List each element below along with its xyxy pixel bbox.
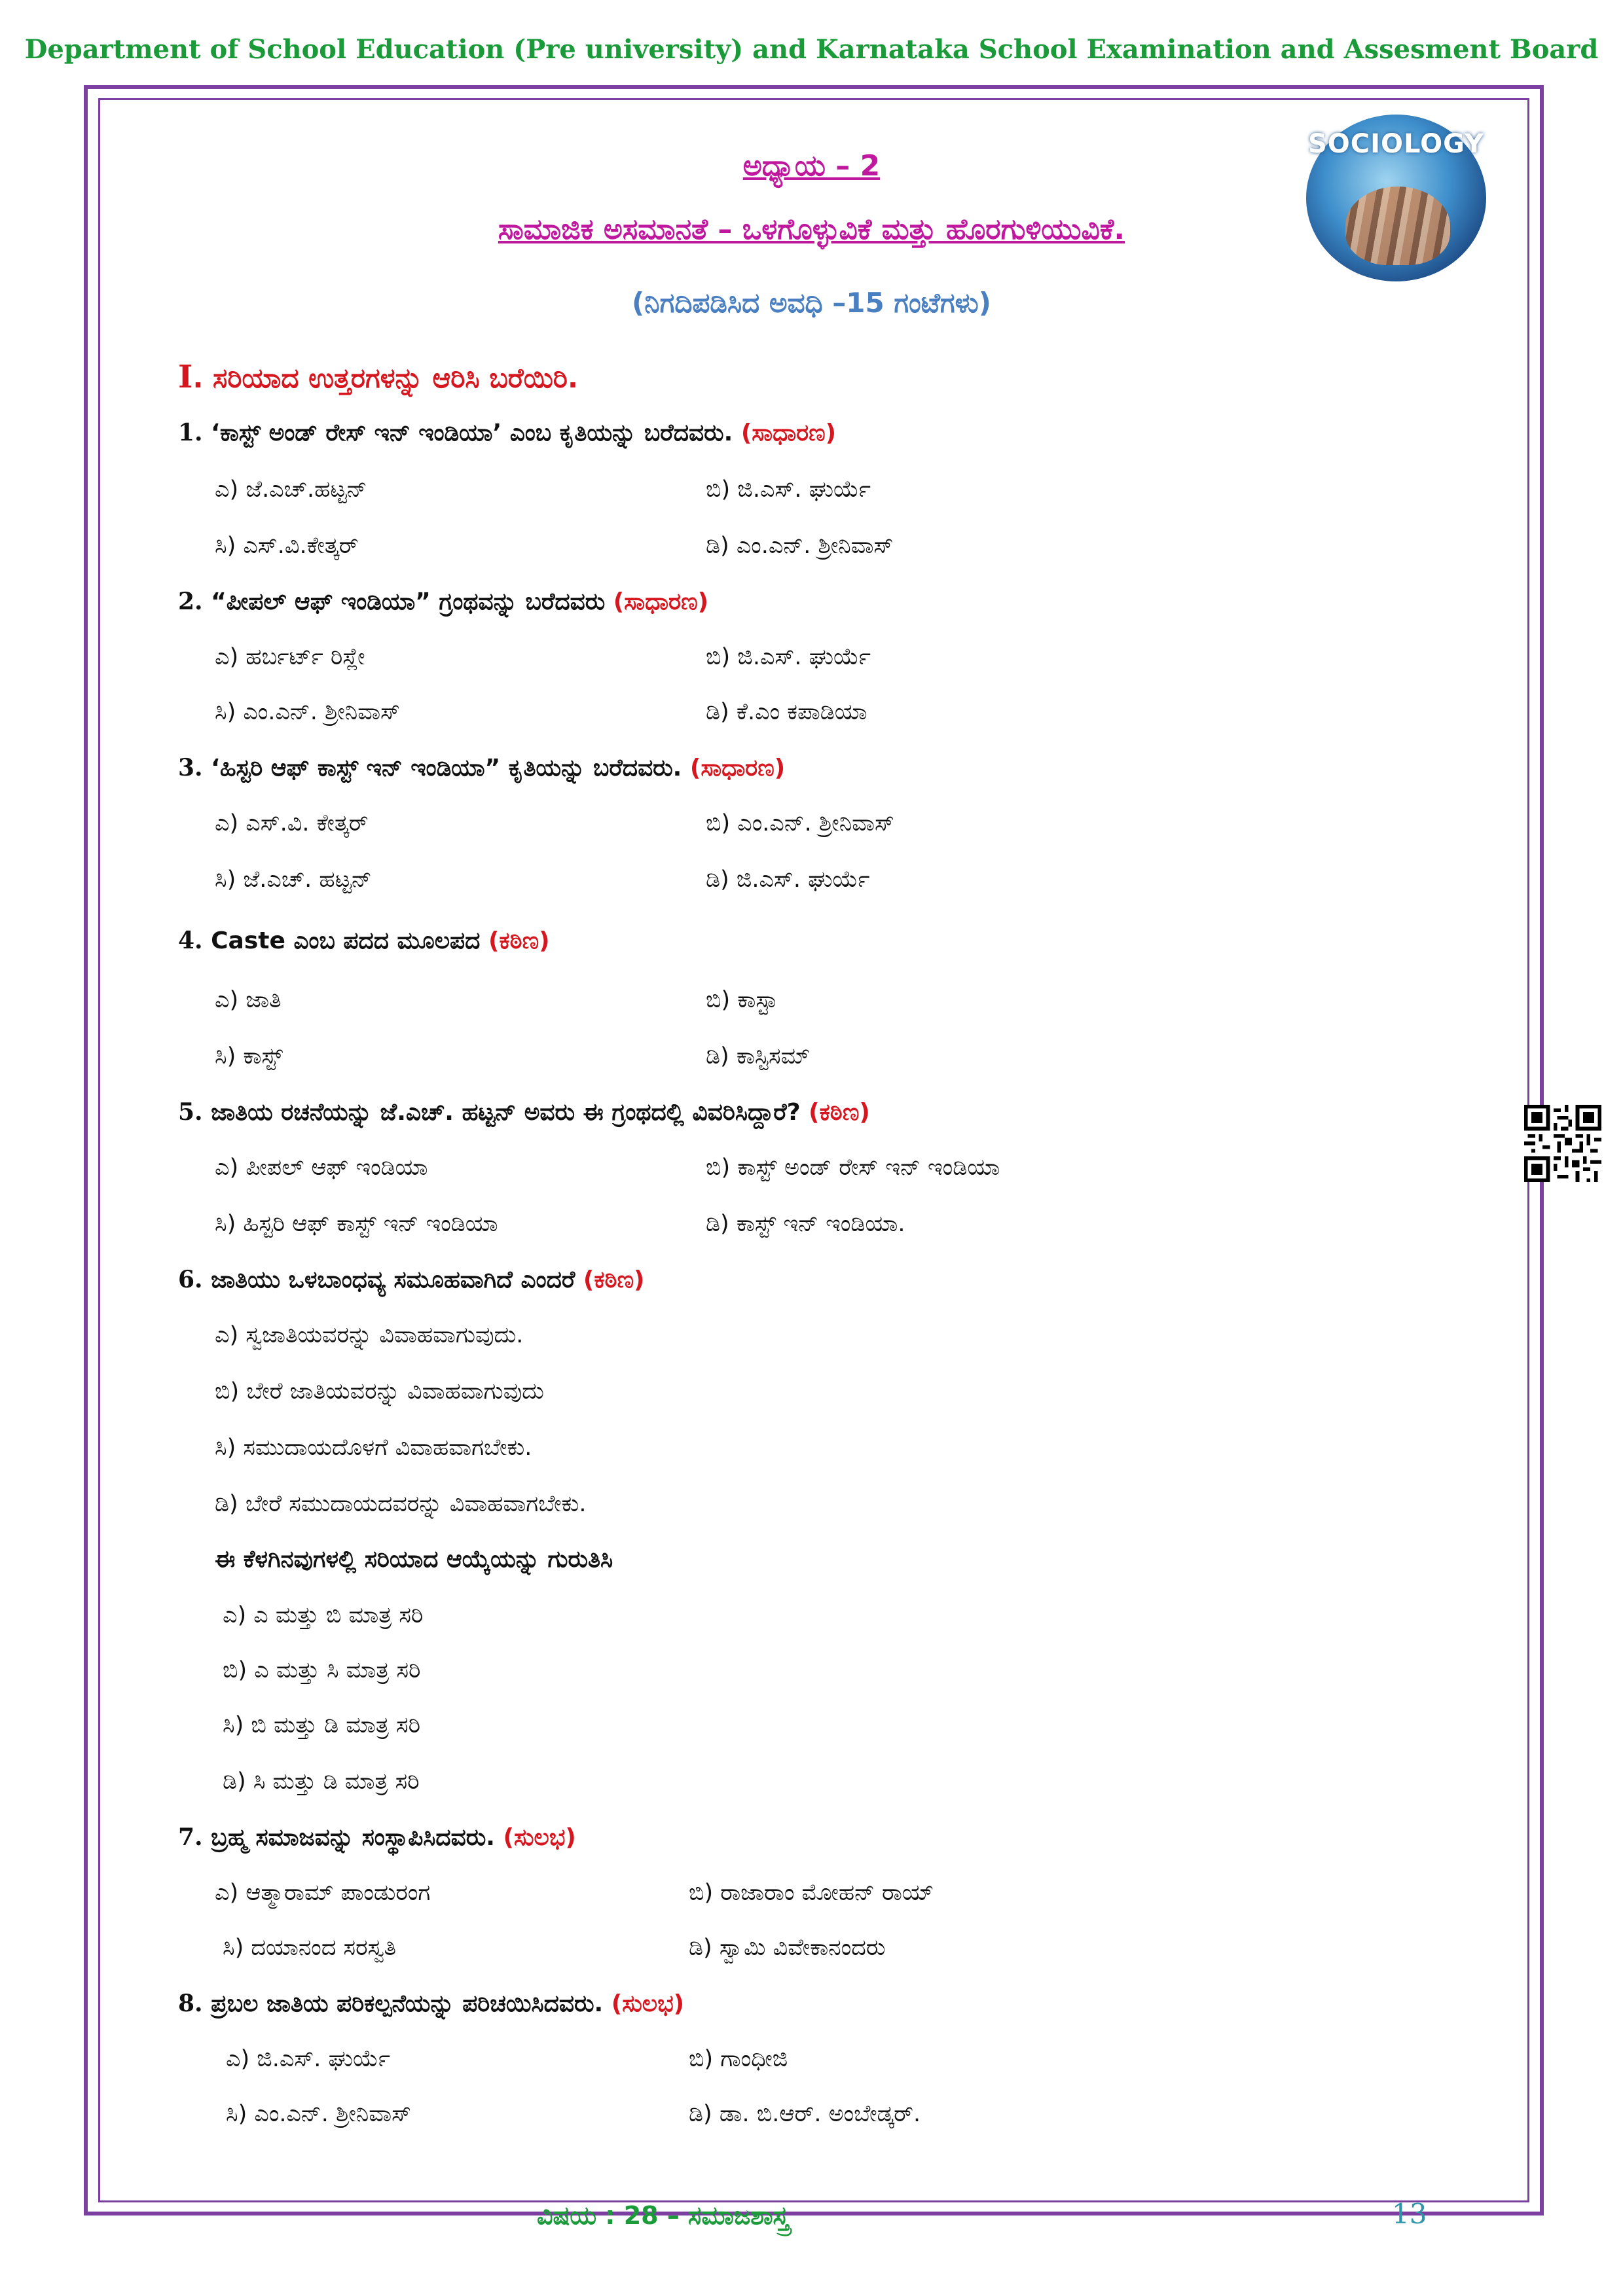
- question-7: [178, 1823, 576, 1852]
- option-c: ಸಿ) ಎಂ.ಎನ್. ಶ್ರೀನಿವಾಸ್: [226, 2101, 411, 2127]
- board-header: Department of School Education (Pre university) and Karnataka School Examination and Assesment Board: [24, 34, 1599, 65]
- question-4: [178, 927, 550, 955]
- question-3: [178, 754, 785, 782]
- difficulty-tag: (ಕಠಿಣ): [583, 1266, 645, 1293]
- question-number: 8.: [178, 1990, 203, 2017]
- option-d: ಡಿ) ಕೆ.ಎಂ ಕಪಾಡಿಯಾ: [706, 699, 867, 725]
- option-d: ಡಿ) ಕಾಸ್ಟ್ ಇನ್ ಇಂಡಿಯಾ.: [706, 1211, 905, 1237]
- choose-instruction: ಈ ಕೆಳಗಿನವುಗಳಲ್ಲಿ ಸರಿಯಾದ ಆಯ್ಕೆಯನ್ನು ಗುರುತಿಸಿ: [215, 1546, 613, 1573]
- option-c: ಸಿ) ಎಂ.ಎನ್. ಶ್ರೀನಿವಾಸ್: [215, 699, 400, 725]
- statement-c: ಸಿ) ಸಮುದಾಯದೊಳಗೆ ವಿವಾಹವಾಗಬೇಕು.: [215, 1435, 532, 1461]
- choice-d: ಡಿ) ಸಿ ಮತ್ತು ಡಿ ಮಾತ್ರ ಸರಿ: [223, 1768, 420, 1795]
- question-text: ‘ಹಿಸ್ಟರಿ ಆಫ್ ಕಾಸ್ಟ್ ಇನ್ ಇಂಡಿಯಾ” ಕೃತಿಯನ್ನು ಬರೆದವರು.: [211, 755, 682, 781]
- option-b: ಬಿ) ಜಿ.ಎಸ್. ಘುರ್ಯೆ: [706, 644, 871, 670]
- question-8: [178, 1990, 684, 2018]
- question-number: 2.: [178, 588, 203, 615]
- difficulty-tag: (ಕಠಿಣ): [488, 927, 550, 954]
- choice-b: ಬಿ) ಎ ಮತ್ತು ಸಿ ಮಾತ್ರ ಸರಿ: [223, 1657, 421, 1683]
- option-a: ಎ) ಎಸ್.ವಿ. ಕೇತ್ಕರ್: [215, 810, 369, 836]
- option-c: ಸಿ) ಕಾಸ್ಟ್: [215, 1043, 283, 1069]
- question-2: [178, 588, 708, 616]
- option-b: ಬಿ) ಕಾಸ್ಟಾ: [706, 987, 778, 1013]
- statement-a: ಎ) ಸ್ವಜಾತಿಯವರನ್ನು ವಿವಾಹವಾಗುವುದು.: [215, 1322, 524, 1348]
- question-6: [178, 1266, 645, 1294]
- question-text: ಜಾತಿಯು ಒಳಬಾಂಧವ್ಯ ಸಮೂಹವಾಗಿದೆ ಎಂದರೆ: [211, 1266, 575, 1293]
- section-instruction: . ಸರಿಯಾದ ಉತ್ತರಗಳನ್ನು ಆರಿಸಿ ಬರೆಯಿರಿ.: [192, 362, 578, 394]
- difficulty-tag: (ಸುಲಭ): [611, 1990, 685, 2017]
- difficulty-tag: (ಕಠಿಣ): [809, 1099, 870, 1126]
- option-b: ಬಿ) ಗಾಂಧೀಜಿ: [689, 2046, 788, 2072]
- logo-text: SOCIOLOGY: [1307, 129, 1485, 159]
- option-a: ಎ) ಹರ್ಬರ್ಟ್ ರಿಸ್ಲೇ: [215, 644, 365, 670]
- difficulty-tag: (ಸಾಧಾರಣ): [689, 755, 786, 781]
- statement-b: ಬಿ) ಬೇರೆ ಜಾತಿಯವರನ್ನು ವಿವಾಹವಾಗುವುದು: [215, 1378, 544, 1405]
- option-d: ಡಿ) ಕಾಸ್ಟಿಸಮ್: [706, 1043, 811, 1069]
- option-a: ಎ) ಪೀಪಲ್ ಆಫ್ ಇಂಡಿಯಾ: [215, 1155, 428, 1181]
- question-number: 6.: [178, 1266, 203, 1293]
- option-b: ಬಿ) ಕಾಸ್ಟ್ ಅಂಡ್ ರೇಸ್ ಇನ್ ಇಂಡಿಯಾ: [706, 1155, 1000, 1181]
- difficulty-tag: (ಸುಲಭ): [503, 1824, 576, 1851]
- option-b: ಬಿ) ಜಿ.ಎಸ್. ಘುರ್ಯೆ: [706, 476, 871, 503]
- question-text: ಬ್ರಹ್ಮ ಸಮಾಜವನ್ನು ಸಂಸ್ಥಾಪಿಸಿದವರು.: [211, 1824, 495, 1851]
- question-number: 7.: [178, 1823, 203, 1851]
- option-a: ಎ) ಜಿ.ಎಸ್. ಘುರ್ಯೆ: [226, 2046, 390, 2072]
- question-5: [178, 1098, 870, 1126]
- question-text: ಪ್ರಬಲ ಜಾತಿಯ ಪರಿಕಲ್ಪನೆಯನ್ನು ಪರಿಚಯಿಸಿದವರು.: [211, 1990, 604, 2017]
- option-a: ಎ) ಜೆ.ಎಚ್.ಹಟ್ಟನ್: [215, 476, 367, 503]
- option-d: ಡಿ) ಡಾ. ಬಿ.ಆರ್. ಅಂಬೇಡ್ಕರ್.: [689, 2101, 921, 2127]
- qr-code-icon: [1524, 1105, 1601, 1182]
- difficulty-tag: (ಸಾಧಾರಣ): [613, 588, 709, 615]
- chapter-heading: ಅಧ್ಯಾಯ – 2: [742, 149, 881, 183]
- question-number: 4.: [178, 927, 203, 954]
- allotted-period: (ನಿಗದಿಪಡಿಸಿದ ಅವಧಿ –15 ಗಂಟೆಗಳು): [632, 287, 991, 319]
- option-a: ಎ) ಆತ್ಮಾರಾಮ್ ಪಾಂಡುರಂಗ: [215, 1880, 431, 1906]
- section-number: I: [178, 359, 193, 395]
- option-c: ಸಿ) ದಯಾನಂದ ಸರಸ್ವತಿ: [223, 1935, 397, 1961]
- question-1: [178, 419, 836, 447]
- section-heading: [178, 359, 578, 395]
- option-d: ಡಿ) ಜಿ.ಎಸ್. ಘುರ್ಯೆ: [706, 867, 870, 893]
- option-c: ಸಿ) ಜೆ.ಎಚ್. ಹಟ್ಟನ್: [215, 867, 372, 893]
- question-text: ಜಾತಿಯ ರಚನೆಯನ್ನು ಜೆ.ಎಚ್. ಹಟ್ಟನ್ ಅವರು ಈ ಗ್ರಂಥದಲ್ಲಿ ವಿವರಿಸಿದ್ದಾರೆ?: [211, 1099, 801, 1126]
- option-d: ಡಿ) ಸ್ವಾಮಿ ವಿವೇಕಾನಂದರು: [689, 1935, 886, 1961]
- difficulty-tag: (ಸಾಧಾರಣ): [740, 420, 837, 446]
- option-b: ಬಿ) ಎಂ.ಎನ್. ಶ್ರೀನಿವಾಸ್: [706, 810, 894, 836]
- choice-c: ಸಿ) ಬಿ ಮತ್ತು ಡಿ ಮಾತ್ರ ಸರಿ: [223, 1712, 421, 1738]
- question-text: Caste ಎಂಬ ಪದದ ಮೂಲಪದ: [211, 927, 481, 954]
- option-c: ಸಿ) ಹಿಸ್ಟರಿ ಆಫ್ ಕಾಸ್ಟ್ ಇನ್ ಇಂಡಿಯಾ: [215, 1211, 498, 1237]
- chapter-title: ಸಾಮಾಜಿಕ ಅಸಮಾನತೆ – ಒಳಗೊಳ್ಳುವಿಕೆ ಮತ್ತು ಹೊರಗುಳಿಯುವಿಕೆ.: [498, 213, 1125, 246]
- option-b: ಬಿ) ರಾಜಾರಾಂ ಮೋಹನ್ ರಾಯ್: [689, 1880, 934, 1906]
- question-number: 1.: [178, 419, 203, 446]
- option-d: ಡಿ) ಎಂ.ಎನ್. ಶ್ರೀನಿವಾಸ್: [706, 533, 894, 559]
- question-text: ‘ಕಾಸ್ಟ್ ಅಂಡ್ ರೇಸ್ ಇನ್ ಇಂಡಿಯಾ’ ಎಂಬ ಕೃತಿಯನ್ನು ಬರೆದವರು.: [211, 420, 733, 446]
- option-a: ಎ) ಜಾತಿ: [215, 987, 282, 1013]
- question-text: “ಪೀಪಲ್ ಆಫ್ ಇಂಡಿಯಾ” ಗ್ರಂಥವನ್ನು ಬರೆದವರು: [211, 588, 606, 615]
- question-number: 5.: [178, 1098, 203, 1126]
- option-c: ಸಿ) ಎಸ್.ವಿ.ಕೇತ್ಕರ್: [215, 533, 359, 559]
- subject-footer: ವಿಷಯ : 28 – ಸಮಾಜಶಾಸ್ತ್ರ: [537, 2201, 790, 2230]
- statement-d: ಡಿ) ಬೇರೆ ಸಮುದಾಯದವರನ್ನು ವಿವಾಹವಾಗಬೇಕು.: [215, 1491, 587, 1517]
- sociology-logo: [1306, 115, 1486, 281]
- page-number: 13: [1392, 2198, 1427, 2230]
- question-number: 3.: [178, 754, 203, 781]
- choice-a: ಎ) ಎ ಮತ್ತು ಬಿ ಮಾತ್ರ ಸರಿ: [223, 1602, 424, 1628]
